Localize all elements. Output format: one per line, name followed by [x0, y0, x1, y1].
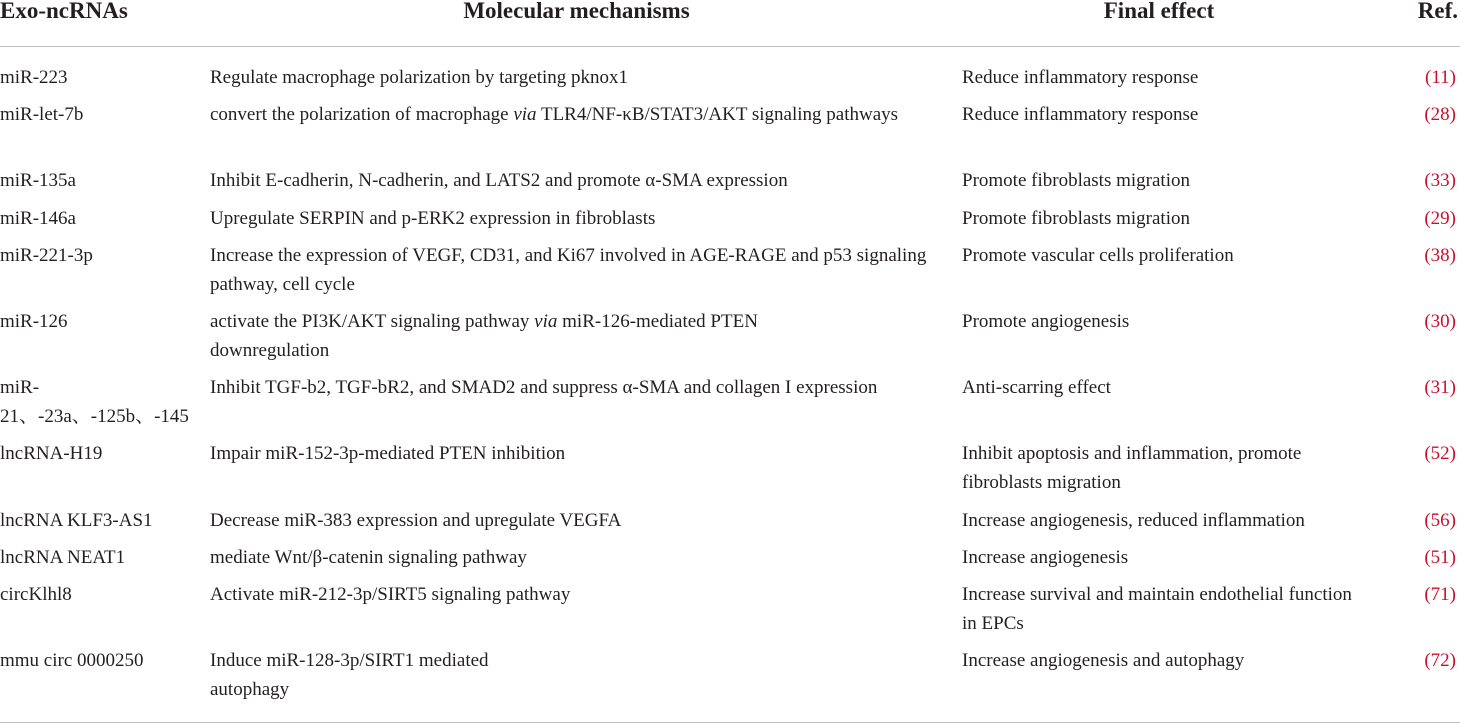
effect-cell: Increase survival and maintain endothelial function in EPCs	[962, 584, 1352, 634]
reference-link[interactable]: (56)	[1424, 510, 1456, 531]
ncrna-cell: miR-223	[0, 67, 68, 88]
ncrna-cell: lncRNA NEAT1	[0, 547, 126, 568]
mechanism-cell: Inhibit TGF-b2, TGF-bR2, and SMAD2 and suppress α-SMA and collagen I expression	[210, 377, 878, 398]
effect-cell: Promote fibroblasts migration	[962, 208, 1190, 229]
effect-cell: Reduce inflammatory response	[962, 67, 1199, 88]
reference-link[interactable]: (72)	[1424, 650, 1456, 671]
ncrna-cell: mmu circ 0000250	[0, 650, 144, 671]
ncrna-cell: miR-221-3p	[0, 245, 93, 266]
header-exo-ncrnas: Exo-ncRNAs	[0, 0, 128, 23]
effect-cell: Promote fibroblasts migration	[962, 170, 1190, 191]
reference-link[interactable]: (52)	[1424, 443, 1456, 464]
mechanism-cell	[210, 646, 943, 704]
reference-link[interactable]: (38)	[1424, 245, 1456, 266]
reference-link[interactable]: (11)	[1425, 67, 1456, 88]
reference-link[interactable]: (31)	[1424, 377, 1456, 398]
header-molecular-mechanisms: Molecular mechanisms	[463, 0, 690, 23]
ncrna-cell: lncRNA KLF3-AS1	[0, 510, 153, 531]
mechanism-cell: mediate Wnt/β-catenin signaling pathway	[210, 547, 527, 568]
mechanism-text: miR-126-mediated PTEN downregulation	[210, 311, 758, 361]
ncrna-cell: miR-146a	[0, 208, 76, 229]
mechanism-cell: Decrease miR-383 expression and upregulate VEGFA	[210, 510, 622, 531]
ncrna-cell: circKlhl8	[0, 584, 72, 605]
ncrna-cell: miR-let-7b	[0, 104, 84, 125]
ncrna-cell: miR-126	[0, 311, 68, 332]
mechanism-text: convert the polarization of macrophage	[210, 104, 514, 125]
mechanism-cell	[210, 307, 830, 365]
table-bottom-rule	[0, 722, 1460, 723]
reference-link[interactable]: (71)	[1424, 584, 1456, 605]
reference-link[interactable]: (29)	[1424, 208, 1456, 229]
ncrna-cell: miR-135a	[0, 170, 76, 191]
effect-cell: Inhibit apoptosis and inflammation, promote fibroblasts migration	[962, 443, 1302, 493]
ncrna-cell: miR-21、-23a、-125b、-145	[0, 377, 189, 427]
reference-link[interactable]: (51)	[1424, 547, 1456, 568]
mechanism-cell: Regulate macrophage polarization by targeting pknox1	[210, 67, 629, 88]
effect-cell: Increase angiogenesis	[962, 547, 1129, 568]
reference-link[interactable]: (28)	[1424, 104, 1456, 125]
mechanism-cell: Impair miR-152-3p-mediated PTEN inhibition	[210, 443, 566, 464]
header-final-effect: Final effect	[1103, 0, 1215, 23]
reference-link[interactable]: (33)	[1424, 170, 1456, 191]
effect-cell: Promote angiogenesis	[962, 311, 1130, 332]
mechanism-cell	[210, 100, 943, 129]
mechanism-cell: Activate miR-212-3p/SIRT5 signaling pathway	[210, 584, 571, 605]
mechanism-text: activate the PI3K/AKT signaling pathway	[210, 311, 535, 332]
effect-cell: Promote vascular cells proliferation	[962, 245, 1234, 266]
effect-cell: Anti-scarring effect	[962, 377, 1111, 398]
effect-cell: Increase angiogenesis and autophagy	[962, 650, 1245, 671]
mechanism-italic-via: via	[534, 311, 558, 332]
ncrna-cell: lncRNA-H19	[0, 443, 103, 464]
header-ref: Ref.	[1417, 0, 1458, 23]
mechanism-line: Induce miR-128-3p/SIRT1 mediated	[210, 650, 489, 671]
mechanism-line: autophagy	[210, 679, 290, 700]
effect-cell: Increase angiogenesis, reduced inflammation	[962, 510, 1305, 531]
table-header	[0, 0, 1460, 47]
mechanism-cell: Upregulate SERPIN and p-ERK2 expression in fibroblasts	[210, 208, 656, 229]
reference-link[interactable]: (30)	[1424, 311, 1456, 332]
effect-cell: Reduce inflammatory response	[962, 104, 1199, 125]
mechanism-cell: Inhibit E-cadherin, N-cadherin, and LATS2 and promote α-SMA expression	[210, 170, 788, 191]
mechanism-cell: Increase the expression of VEGF, CD31, and Ki67 involved in AGE-RAGE and p53 signaling pathway, cell cycle	[210, 245, 927, 295]
mechanism-text: TLR4/NF-κB/STAT3/AKT signaling pathways	[536, 104, 899, 125]
mechanism-italic-via: via	[513, 104, 537, 125]
